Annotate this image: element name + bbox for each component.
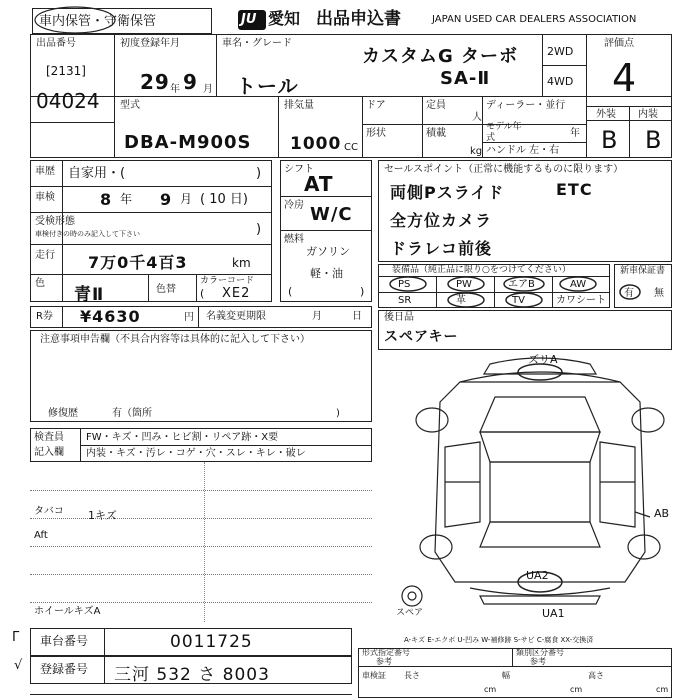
- note-aft: Aft: [34, 530, 48, 541]
- height-cm: cm: [656, 685, 669, 694]
- length-label: 長さ: [404, 671, 420, 680]
- registration-month-mark: 月: [203, 84, 213, 95]
- capacity-label: 定員: [426, 100, 446, 111]
- retrofit-value: スペアキー: [384, 329, 459, 345]
- fuel-paren: (: [288, 285, 293, 298]
- fuel-label: 燃料: [284, 234, 304, 245]
- sales-line1: 両側Pスライド: [390, 183, 505, 202]
- lot-number: 04024: [36, 89, 100, 113]
- color-code-label: カラーコード: [200, 276, 255, 286]
- equipment-circles: [378, 276, 610, 308]
- inspection-day: ( 10 日): [200, 192, 248, 207]
- inspection-month-unit: 月: [180, 192, 193, 206]
- history-close-paren: ): [256, 166, 262, 181]
- fuel-close-paren: ): [360, 285, 365, 298]
- door-label: ドア: [366, 100, 386, 111]
- car-name: トール: [236, 74, 299, 98]
- storage-circle-mark: [30, 4, 120, 36]
- sales-label: セールスポイント（正常に機能するものに限ります）: [384, 164, 624, 175]
- note-tobacco: タバコ: [34, 506, 64, 517]
- note-wheel: ホイールキズA: [34, 606, 101, 617]
- equipment-seat: カワシート: [556, 295, 606, 306]
- note-scratch: 1キズ: [88, 509, 117, 522]
- interior-label: 内装: [638, 109, 658, 120]
- form-title: 出品申込書: [316, 9, 401, 29]
- diagram-ab: AB: [654, 507, 670, 520]
- footer-mark-2: √: [14, 658, 23, 673]
- load-label: 積載: [426, 128, 446, 139]
- inspection-type-label: 受検形態: [35, 216, 75, 227]
- sales-line1b: ETC: [556, 180, 593, 199]
- equipment-airbag: エアB: [508, 279, 535, 290]
- type-class-label: 類別区分番号: [516, 648, 564, 657]
- height-label: 高さ: [588, 671, 604, 680]
- equipment-aw: AW: [570, 279, 587, 290]
- color-code-paren: (: [200, 287, 205, 300]
- repair-close-paren: ): [336, 408, 340, 419]
- interior-grade: B: [645, 126, 663, 154]
- model-code: DBA-M900S: [124, 132, 252, 153]
- diagram-ua1: UA1: [542, 607, 565, 620]
- inspection-type-note: 車検付きの時のみ記入して下さい: [35, 230, 140, 238]
- plate-label: 登録番号: [40, 662, 89, 676]
- width-label: 幅: [502, 671, 510, 680]
- yen-unit: 円: [184, 312, 194, 323]
- warranty-label: 新車保証書: [620, 266, 666, 276]
- first-registration-label: 初度登録年月: [120, 38, 180, 49]
- warranty-circle: [618, 282, 642, 302]
- lot-number-label: 出品番号: [36, 38, 76, 49]
- chassis-label: 車台番号: [40, 634, 89, 648]
- inspector-label1: 検査員: [34, 432, 64, 443]
- length-cm: cm: [484, 685, 497, 694]
- color-code: XE2: [222, 286, 251, 301]
- inspection-year-unit: 年: [120, 192, 133, 206]
- sales-line3: ドラレコ前後: [390, 239, 493, 258]
- repair-value: 有（箇所: [112, 408, 152, 419]
- equipment-pw: PW: [456, 279, 472, 290]
- km-unit: km: [232, 256, 251, 270]
- registration-year: 29: [140, 70, 170, 94]
- warranty-yes: 有: [624, 288, 634, 299]
- footer-mark-1: Γ: [12, 630, 20, 645]
- equipment-tv: TV: [512, 295, 525, 306]
- model-spec-label: 形式指定番号: [362, 648, 410, 657]
- overall-score: 4: [612, 56, 638, 100]
- inspection-month: 9: [160, 190, 173, 209]
- registration-year-mark: 年: [170, 84, 180, 95]
- model-year-unit: 年: [570, 128, 580, 139]
- diagram-top-label: ズリA: [528, 353, 558, 366]
- cooling-label: 冷房: [284, 200, 304, 211]
- recycle-value: ¥4630: [80, 307, 141, 326]
- equipment-label: 装備品（純正品に限り○をつけてください）: [392, 265, 571, 275]
- equipment-sr: SR: [398, 295, 412, 306]
- mileage-label: 走行: [35, 250, 55, 261]
- displacement-value: 1000: [290, 134, 342, 154]
- association-name: JAPAN USED CAR DEALERS ASSOCIATION: [432, 14, 637, 25]
- color-value: 青Ⅱ: [74, 285, 105, 305]
- cooling-value: W/C: [310, 204, 353, 225]
- exterior-grade: B: [601, 126, 619, 154]
- history-label: 車歴: [35, 166, 55, 177]
- shift-value: AT: [304, 172, 334, 196]
- warranty-no: 無: [654, 288, 664, 299]
- shape-label: 形状: [366, 128, 386, 139]
- storage-label: 車内保管・守衛保管: [39, 14, 157, 29]
- fuel-gasoline: ガソリン: [306, 245, 350, 258]
- kg-unit: kg: [470, 146, 483, 157]
- vehicle-size-label: 車検証: [362, 671, 386, 680]
- diagram-ua2: UA2: [526, 569, 549, 582]
- model-label: 型式: [120, 100, 140, 111]
- inspector-line2: 内装・キズ・汚レ・コゲ・穴・スレ・キレ・破レ: [86, 448, 306, 459]
- color-label: 色: [35, 278, 45, 289]
- grade-line2: SA-Ⅱ: [440, 68, 491, 89]
- displacement-label: 排気量: [284, 100, 314, 111]
- exterior-label: 外装: [596, 109, 616, 120]
- model-year-label: モデル年式: [486, 122, 522, 143]
- equipment-leather: 革: [456, 295, 466, 306]
- repair-label: 修復歴: [48, 408, 78, 419]
- drive-4wd: 4WD: [547, 75, 574, 88]
- inspector-line1: FW・キズ・凹み・ヒビ割・リペア跡・X要: [86, 432, 279, 443]
- score-label: 評価点: [604, 38, 634, 49]
- person-unit: 人: [472, 112, 482, 123]
- lot-small-code: [2131]: [46, 64, 86, 78]
- chassis-value: 0011725: [170, 632, 253, 652]
- fuel-diesel: 軽・油: [310, 267, 343, 280]
- name-change-month: 月: [312, 311, 322, 322]
- inspection-year: 8: [100, 190, 113, 209]
- inspector-label2: 記入欄: [34, 447, 64, 458]
- width-cm: cm: [570, 685, 583, 694]
- mileage-value: 7万0千4百3: [88, 253, 188, 272]
- type-class-ref: 参考: [530, 657, 546, 666]
- damage-legend: A-キズ E-エクボ U-凹み W-補修跡 S-サビ C-腐食 XX-交換済: [404, 636, 594, 644]
- car-name-grade-label: 車名・グレード: [222, 38, 292, 49]
- ju-logo: [238, 10, 266, 30]
- logo-place: 愛知: [268, 9, 301, 28]
- sales-line2: 全方位カメラ: [390, 211, 493, 230]
- shift-label: シフト: [284, 164, 314, 175]
- dealer-label: ディーラー・並行: [486, 100, 566, 111]
- retrofit-label: 後日品: [384, 312, 414, 323]
- grade-line1: カスタムG ターボ: [362, 46, 519, 67]
- inspection-type-paren: ): [256, 222, 262, 237]
- cc-unit: CC: [344, 142, 358, 153]
- model-spec-ref: 参考: [376, 657, 392, 666]
- spare-label: スペア: [396, 608, 424, 618]
- handle-label: ハンドル 左・右: [486, 145, 560, 156]
- history-value: 自家用・(: [68, 166, 126, 181]
- plate-value: 三河 532 さ 8003: [114, 665, 270, 685]
- name-change-label: 名義変更期限: [206, 311, 266, 322]
- drive-2wd: 2WD: [547, 45, 574, 58]
- ju-logo-text: JU: [241, 12, 257, 27]
- registration-month: 9: [183, 70, 198, 94]
- recycle-label: R券: [36, 311, 53, 322]
- equipment-ps: PS: [398, 279, 411, 290]
- inspection-label: 車検: [35, 192, 55, 203]
- name-change-day: 日: [352, 311, 362, 322]
- color-change-label: 色替: [156, 284, 176, 295]
- notes-label: 注意事項申告欄（不具合内容等は具体的に記入して下さい）: [40, 334, 310, 345]
